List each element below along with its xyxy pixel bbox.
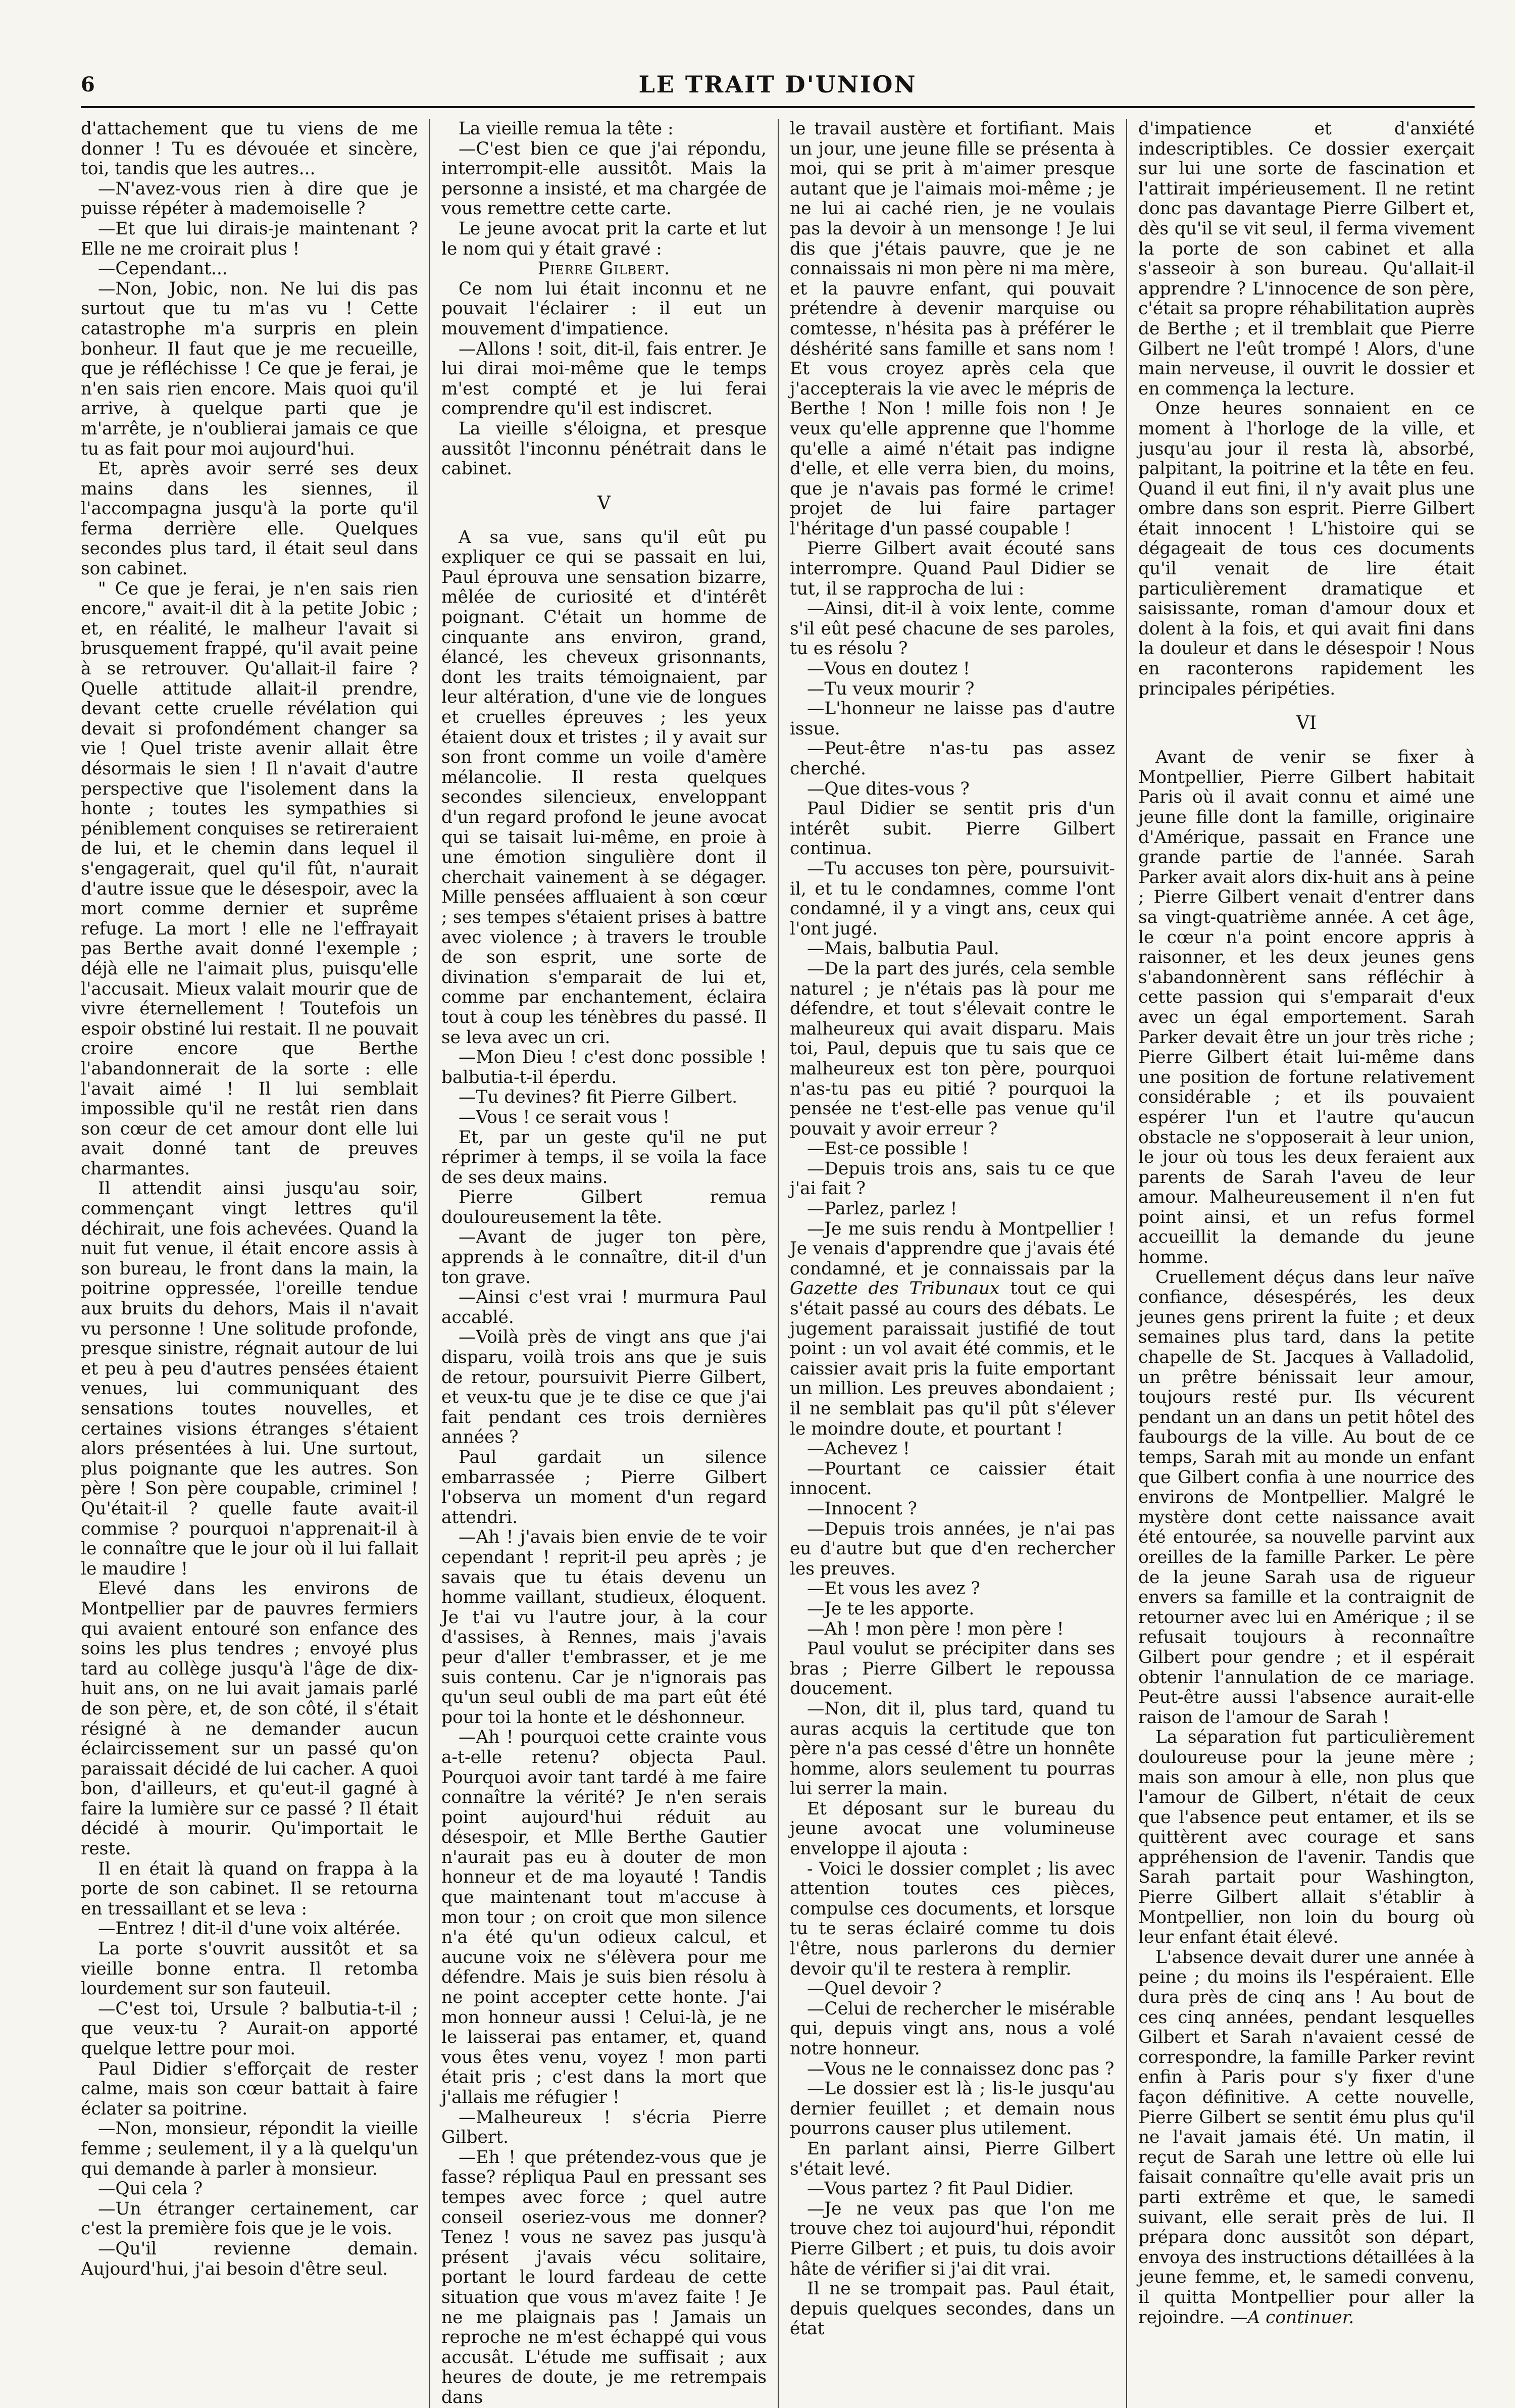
paragraph: Et déposant sur le bureau du jeune avocat une volumineuse enveloppe il ajouta : <box>790 1798 1115 1859</box>
paragraph: —Qui cela ? <box>98 2179 203 2199</box>
paragraph: —Et vous les avez ? <box>807 1579 980 1599</box>
paragraph: La séparation fut particulièrement douloureuse pour la jeune mère ; mais son amour à elle, non plus que l'amour de Gilbert, n'était de ceux que l'absence peut entamer, et ils se quittèrent avec courage et sans appréhension de l'avenir. Tandis que Sarah partait pour Washington, Pierre Gilbert allait s'établir à Montpellier, non loin du bourg où leur enfant était élevé. <box>1138 1727 1475 1948</box>
paragraph: —Tu veux mourir ? <box>807 678 975 699</box>
paragraph: —Le dossier est là ; lis-le jusqu'au dernier feuillet ; et demain nous pourrons causer plus utilement. <box>790 2079 1115 2139</box>
paragraph: Pierre Gilbert remua douloureusement la tête. <box>441 1187 767 1227</box>
paragraph: La vieille remua la tête : <box>459 119 674 139</box>
paragraph: —L'honneur ne laisse pas d'autre issue. <box>790 699 1115 739</box>
paragraph: —Est-ce possible ! <box>807 1139 969 1159</box>
paragraph: —Ah ! j'avais bien envie de te voir cependant ! reprit-il peu après ; je savais que tu étais devenu un homme vaillant, studieux, éloquent. Je t'ai vu l'autre jour, à la cour d'assises, à Rennes, mais j'avais peur d'aller t'embrasser, et je me suis contenu. Car je n'ignorais pas qu'un seul oubli de ma part eût été pour toi la honte et le déshonneur. <box>441 1527 767 1728</box>
paragraph: —Non, Jobic, non. Ne lui dis pas surtout que tu m'as vu ! Cette catastrophe m'a surpris en plein bonheur. Il faut que je me recueille, que je réfléchisse ! Ce que je ferai, je n'en sais rien encore. Mais quoi qu'il arrive, à quelque parti que je m'arrête, je n'oublierai jamais ce que tu as fait pour moi aujourd'hui. <box>81 278 418 459</box>
paragraph: —Vous ne le connaissez donc pas ? <box>807 2058 1115 2079</box>
column-4 <box>1126 119 1475 2408</box>
paragraph: —Peut-être n'as-tu pas assez cherché. <box>790 739 1115 779</box>
paragraph: —N'avez-vous rien à dire que je puisse répéter à mademoiselle ? <box>81 178 418 219</box>
paragraph: —Non, monsieur, répondit la vieille femme ; seulement, il y a là quelqu'un qui demande à parler à monsieur. <box>81 2119 418 2179</box>
masthead-title: LE TRAIT D'UNION <box>638 71 917 98</box>
paragraph: —Je te les apporte. <box>807 1598 975 1619</box>
paragraph: —Non, dit il, plus tard, quand tu auras acquis la certitude que ton père n'a pas cessé d'être un honnête homme, alors seulement tu pourras lui serrer la main. <box>790 1698 1115 1799</box>
paragraph: —Ainsi, dit-il à voix lente, comme s'il eût pesé chacune de ses paroles, tu es résolu ? <box>790 599 1115 659</box>
paragraph: La vieille s'éloigna, et presque aussitôt l'inconnu pénétrait dans le cabinet. <box>441 418 767 479</box>
paragraph: —Vous en doutez ! <box>807 659 970 679</box>
paragraph: Cruellement déçus dans leur naïve confiance, désespérés, les deux jeunes gens prirent la fuite ; et deux semaines plus tard, dans la petite chapelle de St. Jacques à Valladolid, un prêtre bénissait leur amour, toujours resté pur. Ils vécurent pendant un an dans un petit hôtel des faubourgs de la ville. Au bout de ce temps, Sarah mit au monde un enfant que Gilbert confia à une nourrice des environs de Montpellier. Malgré le mystère dont cette naissance avait été entourée, sa nouvelle parvint aux oreilles de la famille Parker. Le père de la jeune Sarah usa de rigueur envers sa famille et la contraignit de retourner avec lui en Amérique ; il se refusait toujours à reconnaître Gilbert pour gendre ; et il espérait obtenir l'annulation de ce mariage. Peut-être aussi l'absence aurait-elle raison de l'amour de Sarah ! <box>1138 1267 1475 1728</box>
paragraph: Et, après avoir serré ses deux mains dans les siennes, il l'accompagna jusqu'à la porte qu'il ferma derrière elle. Quelques secondes plus tard, il était seul dans son cabinet. <box>81 459 418 579</box>
paragraph: En parlant ainsi, Pierre Gilbert s'était levé. <box>790 2138 1115 2179</box>
paragraph: Onze heures sonnaient en ce moment à l'horloge de la ville, et jusqu'au jour il resta là, absorbé, palpitant, la poitrine et la tête en feu. Quand il eut fini, il n'y avait plus une ombre dans son esprit. Pierre Gilbert était innocent ! L'histoire qui se dégageait de tous ces documents qu'il venait de lire était particulièrement dramatique et saisissante, roman d'amour doux et dolent à la fois, et qui avait fini dans la douleur et dans le désespoir ! Nous en raconterons rapidement les principales péripéties. <box>1138 399 1475 699</box>
paragraph: —Je ne veux pas que l'on me trouve chez toi aujourd'hui, répondit Pierre Gilbert ; et puis, tu dois avoir hâte de vérifier si j'ai dit vrai. <box>790 2198 1115 2279</box>
paragraph: —Et que lui dirais-je maintenant ? Elle ne me croirait plus ! <box>81 218 418 259</box>
paragraph: —Malheureux ! s'écria Pierre Gilbert. <box>441 2107 767 2148</box>
page-header <box>81 71 1475 108</box>
paragraph: —Qu'il revienne demain. Aujourd'hui, j'ai besoin d'être seul. <box>81 2238 418 2279</box>
chapter-heading: V <box>597 493 611 514</box>
paragraph: Et, par un geste qu'il ne put réprimer à temps, il se voila la face de ses deux mains. <box>441 1127 767 1188</box>
paragraph: —Ah ! mon père ! mon père ! <box>807 1618 1064 1639</box>
paragraph: Avant de venir se fixer à Montpellier, Pierre Gilbert habitait Paris où il avait connu et aimé une jeune fille dont la famille, originaire d'Amérique, passait en France une grande partie de l'année. Sarah Parker avait alors dix-huit ans à peine ; Pierre Gilbert venait d'entrer dans sa vingt-quatrième année. A cet âge, le cœur n'a point encore appris à raisonner, et les deux jeunes gens s'abandonnèrent sans réfléchir à cette passion qui s'emparait d'eux avec un égal emportement. Sarah Parker devait être un jour très riche ; Pierre Gilbert était lui-même dans une position de fortune relativement considérable ; et ils pouvaient espérer l'un et l'autre qu'aucun obstacle ne s'opposerait à leur union, le jour où tous les deux feraient aux parents de Sarah l'aveu de leur amour. Malheureusement il n'en fut point ainsi, et un refus formel accueillit la demande du jeune homme. <box>1138 747 1475 1268</box>
paragraph: —Allons ! soit, dit-il, fais entrer. Je lui dirai moi-même que le temps m'est compté et je lui ferai comprendre qu'il est indiscret. <box>441 338 767 419</box>
paragraph <box>790 1219 1115 1440</box>
paragraph: —C'est bien ce que j'ai répondu, interrompit-elle aussitôt. Mais la personne a insisté, et ma chargée de vous remettre cette carte. <box>441 138 767 219</box>
paragraph: —Entrez ! dit-il d'une voix altérée. <box>98 1919 401 1939</box>
paragraph: —Avant de juger ton père, apprends à le connaître, dit-il d'un ton grave. <box>441 1227 767 1288</box>
paragraph: —Celui de rechercher le misérable qui, depuis vingt ans, nous a volé notre honneur. <box>790 1998 1115 2059</box>
paragraph: —Innocent ? <box>807 1498 917 1519</box>
paragraph: —C'est toi, Ursule ? balbutia-t-il ; que veux-tu ? Aurait-on apporté quelque lettre pour moi. <box>81 1998 418 2059</box>
paragraph-text: tout ce qui s'était passé au cours des débats. Le jugement paraissait justifié de tout point : un vol avait été commis, et le caissier avait pris la fuite emportant un million. Les preuves abondaient ; il ne semblait pas qu'il pût s'élever le moindre doute, et pourtant ! <box>790 1279 1115 1439</box>
chapter-heading: VI <box>1296 713 1317 734</box>
paragraph: —Vous ! ce serait vous ! <box>459 1107 670 1127</box>
paragraph: La porte s'ouvrit aussitôt et sa vieille bonne entra. Il retomba lourdement sur son fauteuil. <box>81 1939 418 1999</box>
paragraph: —Quel devoir ? <box>807 1979 942 1999</box>
paragraph: L'absence devait durer une année à peine ; du moins ils l'espéraient. Elle dura près de cinq ans ! Au bout de ces cinq années, pendant lesquelles Gilbert et Sarah n'avaient cessé de correspondre, la famille Parker revint enfin à Paris pour s'y fixer d'une façon définitive. A cette nouvelle, Pierre Gilbert se sentit ému plus qu'il ne l'avait jamais été. Un matin, il reçut de Sarah une lettre où elle lui faisait connaître qu'elle avait pris un parti extrême et que, le samedi suivant, elle serait près de lui. Il prépara donc aussitôt son départ, envoya des instructions détaillées à la jeune femme, et, le samedi convenu, il quitta Montpellier pour aller la rejoindre. —A continuer. <box>1138 1947 1475 2328</box>
paragraph: —De la part des jurés, cela semble naturel ; je n'étais pas là pour me défendre, et tout s'élevait contre le malheureux qui avait disparu. Mais toi, Paul, depuis que tu sais que ce malheureux est ton père, pourquoi n'as-tu pas eu pitié ? pourquoi la pensée ne t'est-elle pas venue qu'il pouvait y avoir erreur ? <box>790 958 1115 1139</box>
column-3 <box>778 119 1126 2408</box>
paragraph: —Depuis trois années, je n'ai pas eu d'autre but que d'en rechercher les preuves. <box>790 1518 1115 1579</box>
paragraph: —Voilà près de vingt ans que j'ai disparu, voilà trois ans que je suis de retour, poursuivit Pierre Gilbert, et veux-tu que je te dise ce que j'ai fait pendant ces trois dernières années ? <box>441 1327 767 1448</box>
paragraph: A sa vue, sans qu'il eût pu expliquer ce qui se passait en lui, Paul éprouva une sensation bizarre, mêlée de curiosité et d'intérêt poignant. C'était un homme de cinquante ans environ, grand, élancé, les cheveux grisonnants, dont les traits témoignaient, par leur altération, d'une vie de longues et cruelles épreuves ; les yeux étaient doux et tristes ; il y avait sur son front comme un voile d'amère mélancolie. Il resta quelques secondes silencieux, enveloppant d'un regard profond le jeune avocat qui se taisait lui-même, en proie à une émotion singulière dont il cherchait vainement à se dégager. Mille pensées affluaient à son cœur ; ses tempes s'étaient prises à battre avec violence ; à travers le trouble de son esprit, une sorte de divination s'emparait de lui et, comme par enchantement, éclaira tout à coup les ténèbres du passé. Il se leva avec un cri. <box>441 527 767 1048</box>
paragraph: Le jeune avocat prit la carte et lut le nom qui y était gravé : <box>441 218 767 259</box>
visiting-card-name: Pierre Gilbert. <box>537 259 671 279</box>
paragraph: d'impatience et d'anxiété indescriptibles. Ce dossier exerçait sur lui une sorte de fascination et l'attirait impérieusement. Il ne retint donc pas davantage Pierre Gilbert et, dès qu'il se vit seul, il ferma vivement la porte de son cabinet et alla s'asseoir à son bureau. Qu'allait-il apprendre ? L'innocence de son père, c'était sa propre réhabilitation auprès de Berthe ; et il tremblait que Pierre Gilbert ne l'eût trompé ! Alors, d'une main nerveuse, il ouvrit le dossier et en commença la lecture. <box>1138 119 1475 399</box>
paragraph: Il en était là quand on frappa à la porte de son cabinet. Il se retourna en tressaillant et se leva : <box>81 1858 418 1919</box>
paragraph: —Tu accuses ton père, poursuivit-il, et tu le condamnes, comme l'ont condamné, il y a vingt ans, ceux qui l'ont jugé. <box>790 858 1115 939</box>
paragraph: Paul gardait un silence embarrassée ; Pierre Gilbert l'observa un moment d'un regard attendri. <box>441 1447 767 1528</box>
paragraph: - Voici le dossier complet ; lis avec attention toutes ces pièces, compulse ces documents, et lorsque tu te seras éclairé comme tu dois l'être, nous parlerons du dernier devoir qu'il te restera à remplir. <box>790 1858 1115 1979</box>
paragraph: —Un étranger certainement, car c'est la première fois que je le vois. <box>81 2198 418 2239</box>
paragraph: —Eh ! que prétendez-vous que je fasse? répliqua Paul en pressant ses tempes avec force ; quel autre conseil oseriez-vous me donner? Tenez ! vous ne savez pas jusqu'à présent j'avais vécu solitaire, portant le lourd fardeau de cette situation que vous m'avez faite ! Je ne me plaignais pas ! Jamais un reproche ne m'est échappé qui vous accusât. L'étude me suffisait ; aux heures de doute, je me retrempais dans <box>441 2147 767 2407</box>
paragraph: le travail austère et fortifiant. Mais un jour, une jeune fille se présenta à moi, qui se prit à m'aimer presque autant que je l'aimais moi-même ; je ne lui ai caché rien, je ne voulais pas la devoir à un mensonge ! Je lui dis que j'étais pauvre, que je ne connaissais ni mon père ni ma mère, et la pauvre enfant, qui pouvait prétendre à devenir marquise ou comtesse, n'hésita pas à préférer le déshérité sans famille et sans nom ! Et vous croyez après cela que j'accepterais la vie avec le mépris de Berthe ! Non ! mille fois non ! Je veux qu'elle apprenne que l'homme qu'elle a aimé n'était pas indigne d'elle, et elle verra bien, du moins, que je n'avais pas formé le crime! projet de lui faire partager l'héritage d'un passé coupable ! <box>790 119 1115 539</box>
newspaper-title: Gazette des Tribunaux <box>790 1279 1000 1299</box>
paragraph: Ce nom lui était inconnu et ne pouvait l'éclairer : il eut un mouvement d'impatience. <box>441 278 767 339</box>
paragraph: d'attachement que tu viens de me donner ! Tu es dévouée et sincère, toi, tandis que les autres... <box>81 119 418 179</box>
paragraph: —Ainsi c'est vrai ! murmura Paul accablé. <box>441 1287 767 1328</box>
paragraph-text: —Je me suis rendu à Montpellier ! Je venais d'apprendre que j'avais été condamné, et je connaissais par la <box>790 1218 1115 1279</box>
column-1 <box>81 119 429 2408</box>
paragraph: —Parlez, parlez ! <box>807 1199 957 1219</box>
paragraph: Pierre Gilbert avait écouté sans interrompre. Quand Paul Didier se tut, il se rapprocha de lui : <box>790 538 1115 599</box>
paragraph: Paul voulut se précipiter dans ses bras ; Pierre Gilbert le repoussa doucement. <box>790 1639 1115 1699</box>
to-be-continued: —A continuer. <box>1230 2307 1354 2328</box>
paragraph: Il ne se trompait pas. Paul était, depuis quelques secondes, dans un état <box>790 2279 1115 2339</box>
paragraph: Elevé dans les environs de Montpellier par de pauvres fermiers qui avaient entouré son enfance des soins les plus tendres ; envoyé plus tard au collège jusqu'à l'âge de dix-huit ans, on ne lui avait jamais parlé de son père, et, de son côté, il s'était résigné à ne demander aucun éclaircissement sur un passé qu'on paraissait décidé de lui cacher. A quoi bon, d'ailleurs, et qu'eut-il gagné à faire la lumière sur ce passé ? Il était décidé à mourir. Qu'importait le reste. <box>81 1579 418 1859</box>
paragraph: —Depuis trois ans, sais tu ce que j'ai fait ? <box>790 1158 1115 1199</box>
paragraph: —Mon Dieu ! c'est donc possible ! balbutia-t-il éperdu. <box>441 1047 767 1088</box>
paragraph: —Vous partez ? fit Paul Didier. <box>807 2179 1074 2199</box>
paragraph: —Achevez ! <box>807 1439 910 1459</box>
paragraph: —Pourtant ce caissier était innocent. <box>790 1458 1115 1499</box>
paragraph: Il attendit ainsi jusqu'au soir, commençant vingt lettres qu'il déchirait, une fois achevées. Quand la nuit fut venue, il était encore assis à son bureau, le front dans la main, la poitrine oppressée, l'oreille tendue aux bruits du dehors, Mais il n'avait vu personne ! Une solitude profonde, presque sinistre, régnait autour de lui et peu à peu d'autres pensées étaient venues, lui communiquant des sensations toutes nouvelles, et certaines visions étranges s'étaient alors présentées à lui. Une surtout, plus poignante que les autres. Son père ! Son père coupable, criminel ! Qu'était-il ? quelle faute avait-il commise ? pourquoi n'apprenait-il à le connaître que le jour où il lui fallait le maudire ! <box>81 1178 418 1579</box>
paragraph: —Tu devines? fit Pierre Gilbert. <box>459 1087 738 1108</box>
paragraph: " Ce que je ferai, je n'en sais rien encore," avait-il dit à la petite Jobic ; et, en réalité, le malheur l'avait si brusquement frappé, qu'il avait peine à se retrouver. Qu'allait-il faire ? Quelle attitude allait-il prendre, devant cette cruelle révélation qui devait si profondément changer sa vie ! Quel triste avenir allait être désormais le sien ! Il n'avait d'autre perspective que l'isolement dans la honte ; toutes les sympathies si péniblement conquises se retireraient de lui, et le chemin dans lequel il s'engagerait, quel qu'il fût, n'aurait d'autre issue que le désespoir, avec la mort comme dernier et suprême refuge. La mort ! elle ne l'effrayait pas Berthe avait donné l'exemple ; déjà elle ne l'aimait plus, puisqu'elle l'accusait. Mieux valait mourir que de vivre éternellement ! Toutefois un espoir obstiné lui restait. Il ne pouvait croire encore que Berthe l'abandonnerait de la sorte : elle l'avait aimé ! Il lui semblait impossible qu'il ne restât rien dans son cœur de cet amour dont elle lui avait donné tant de preuves charmantes. <box>81 578 418 1179</box>
column-2 <box>429 119 778 2408</box>
paragraph: —Ah ! pourquoi cette crainte vous a-t-elle retenu? objecta Paul. Pourquoi avoir tant tardé à me faire connaître la vérité? Je n'en serais point aujourd'hui réduit au désespoir, et Mlle Berthe Gautier n'aurait pas eu à douter de mon honneur et de ma loyauté ! Tandis que maintenant tout m'accuse à mon tour ; on croit que mon silence n'a été qu'un odieux calcul, et aucune voix ne s'élèvera pour me défendre. Mais je suis bien résolu à ne point accepter cette honte. J'ai mon honneur aussi ! Celui-là, je ne le laisserai pas entamer, et, quand vous êtes venu, voyez ! mon parti était pris ; c'est dans la mort que j'allais me réfugier ! <box>441 1727 767 2107</box>
paragraph: Paul Didier se sentit pris d'un intérêt subit. Pierre Gilbert continua. <box>790 799 1115 859</box>
paragraph: —Cependant... <box>98 259 228 279</box>
article-columns <box>81 119 1475 2407</box>
paragraph: —Que dites-vous ? <box>807 778 970 799</box>
page-number: 6 <box>81 73 95 96</box>
paragraph: Paul Didier s'efforçait de rester calme, mais son cœur battait à faire éclater sa poitrine. <box>81 2058 418 2119</box>
paragraph: —Mais, balbutia Paul. <box>807 939 999 959</box>
